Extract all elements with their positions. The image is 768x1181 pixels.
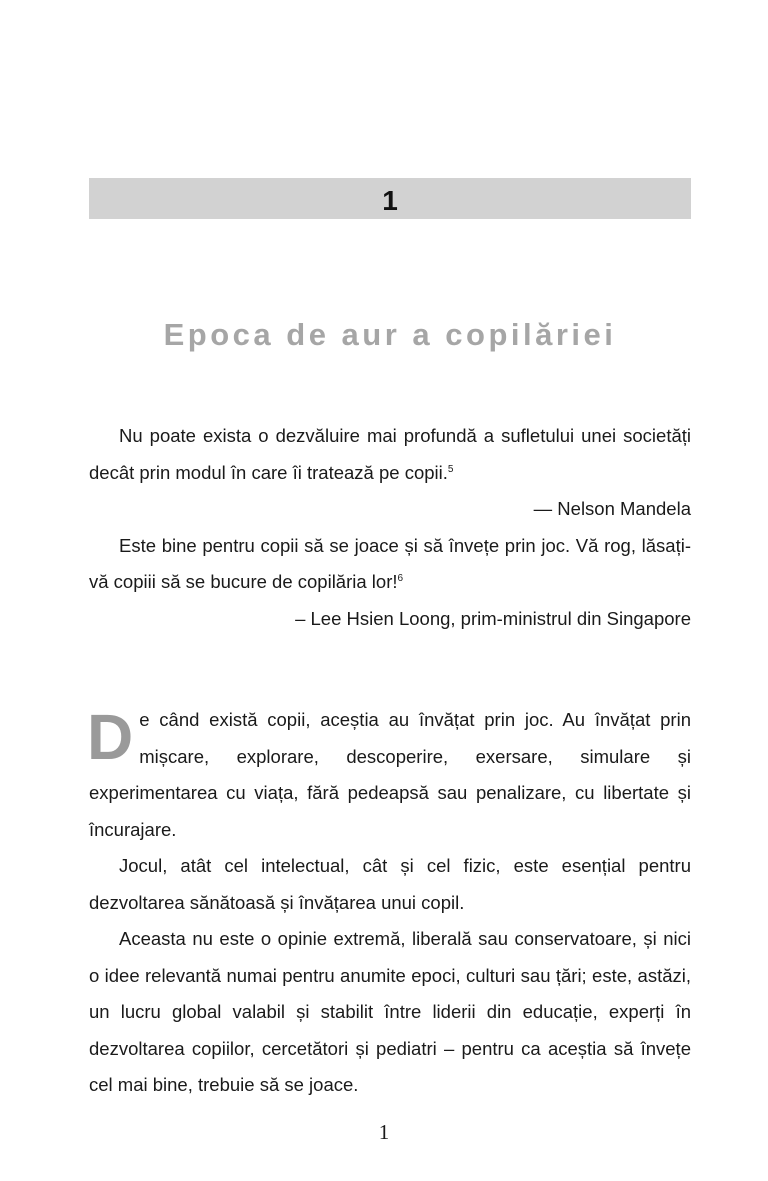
- epigraphs: [89, 418, 691, 637]
- epigraph-quote-1: [89, 418, 691, 491]
- footnote-ref-5: 5: [447, 463, 454, 475]
- chapter-number: 1: [382, 185, 398, 216]
- epigraph-quote-2-text: Este bine pentru copii să se joace și să învețe prin joc. Vă rog, lăsați-vă copiii să se bucure de copilăria lor!: [89, 534, 691, 592]
- footnote-ref-6: 6: [397, 573, 404, 584]
- epigraph-attribution-1: — Nelson Mandela: [533, 498, 691, 519]
- body-paragraph-1: [89, 702, 691, 848]
- epigraph-quote-2: [89, 528, 691, 601]
- chapter-title: Epoca de aur a copilăriei: [163, 317, 617, 352]
- body-paragraph-2: Jocul, atât cel intelectual, cât și cel fizic, este esențial pentru dezvoltarea sănătoasă și învățarea unui copil.: [89, 855, 691, 913]
- drop-cap: D: [87, 701, 134, 773]
- body-paragraph-1-text: e când există copii, aceștia au învățat prin joc. Au învățat prin mișcare, explorare, descoperire, exersare, simulare și experimentarea cu viața, fără pedeapsă sau penalizare, cu libertate și încurajare.: [89, 709, 691, 840]
- page-number: 1: [378, 1120, 390, 1144]
- chapter-header-bar: [89, 178, 691, 219]
- epigraph-quote-1-text: Nu poate exista o dezvăluire mai profundă a sufletului unei societăți decât prin modul în care îi tratează pe copii.: [89, 425, 691, 483]
- chapter-body: [89, 702, 691, 1104]
- epigraph-attribution-2: – Lee Hsien Loong, prim-ministrul din Singapore: [295, 607, 691, 629]
- body-paragraph-3: Aceasta nu este o opinie extremă, liberală sau conservatoare, și nici o idee relevantă numai pentru anumite epoci, culturi sau țări; este, astăzi, un lucru global valabil și stabilit între liderii din educație, experți în dezvoltarea copiilor, cercetători și pediatri – pentru ca aceștia să învețe cel mai bine, trebuie să se joace.: [89, 928, 691, 1095]
